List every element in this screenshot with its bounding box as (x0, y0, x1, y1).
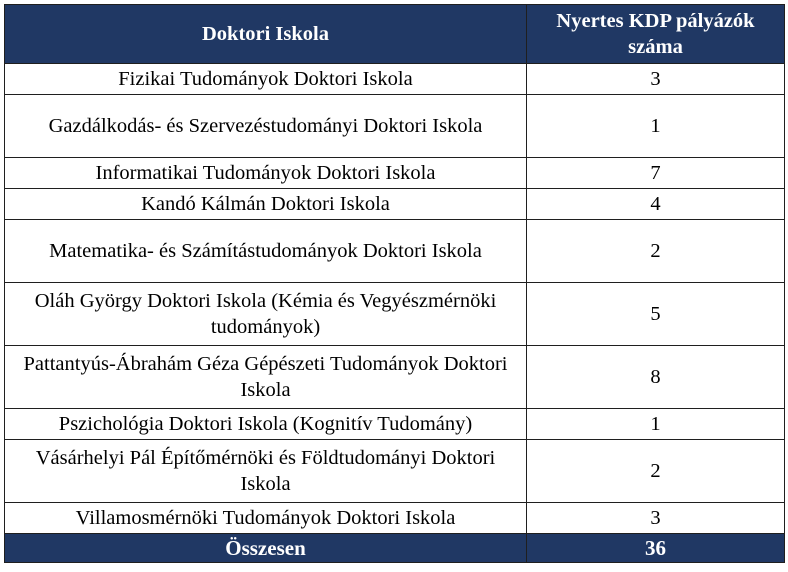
doctoral-school-name: Oláh György Doktori Iskola (Kémia és Vegyészmérnöki tudományok) (5, 283, 527, 346)
winner-count: 2 (527, 220, 785, 283)
header-winner-count: Nyertes KDP pályázók száma (527, 5, 785, 64)
header-doctoral-school: Doktori Iskola (5, 5, 527, 64)
winner-count: 2 (527, 440, 785, 503)
winner-count: 3 (527, 503, 785, 534)
winner-count: 3 (527, 64, 785, 95)
doctoral-school-name: Villamosmérnöki Tudományok Doktori Iskola (5, 503, 527, 534)
table-row (5, 440, 785, 503)
doctoral-school-name: Kandó Kálmán Doktori Iskola (5, 189, 527, 220)
doctoral-school-name: Informatikai Tudományok Doktori Iskola (5, 158, 527, 189)
doctoral-school-name: Pattantyús-Ábrahám Géza Gépészeti Tudományok Doktori Iskola (5, 346, 527, 409)
winner-count: 4 (527, 189, 785, 220)
winner-count: 1 (527, 409, 785, 440)
winner-count: 1 (527, 95, 785, 158)
total-label: Összesen (5, 534, 527, 563)
doctoral-school-name: Vásárhelyi Pál Építőmérnöki és Földtudományi Doktori Iskola (5, 440, 527, 503)
doctoral-school-name: Matematika- és Számítástudományok Doktori Iskola (5, 220, 527, 283)
table-row (5, 220, 785, 283)
doctoral-school-name: Pszichológia Doktori Iskola (Kognitív Tudomány) (5, 409, 527, 440)
winner-count: 8 (527, 346, 785, 409)
total-count: 36 (527, 534, 785, 563)
table-row (5, 64, 785, 95)
doctoral-school-name: Fizikai Tudományok Doktori Iskola (5, 64, 527, 95)
winner-count: 5 (527, 283, 785, 346)
table-row (5, 346, 785, 409)
table-row (5, 189, 785, 220)
table-row (5, 409, 785, 440)
table-row (5, 283, 785, 346)
doctoral-school-name: Gazdálkodás- és Szervezéstudományi Doktori Iskola (5, 95, 527, 158)
kdp-results-table (4, 4, 785, 563)
table-header-row (5, 5, 785, 64)
table-row (5, 95, 785, 158)
table-row (5, 503, 785, 534)
winner-count: 7 (527, 158, 785, 189)
table-total-row (5, 534, 785, 563)
table-row (5, 158, 785, 189)
